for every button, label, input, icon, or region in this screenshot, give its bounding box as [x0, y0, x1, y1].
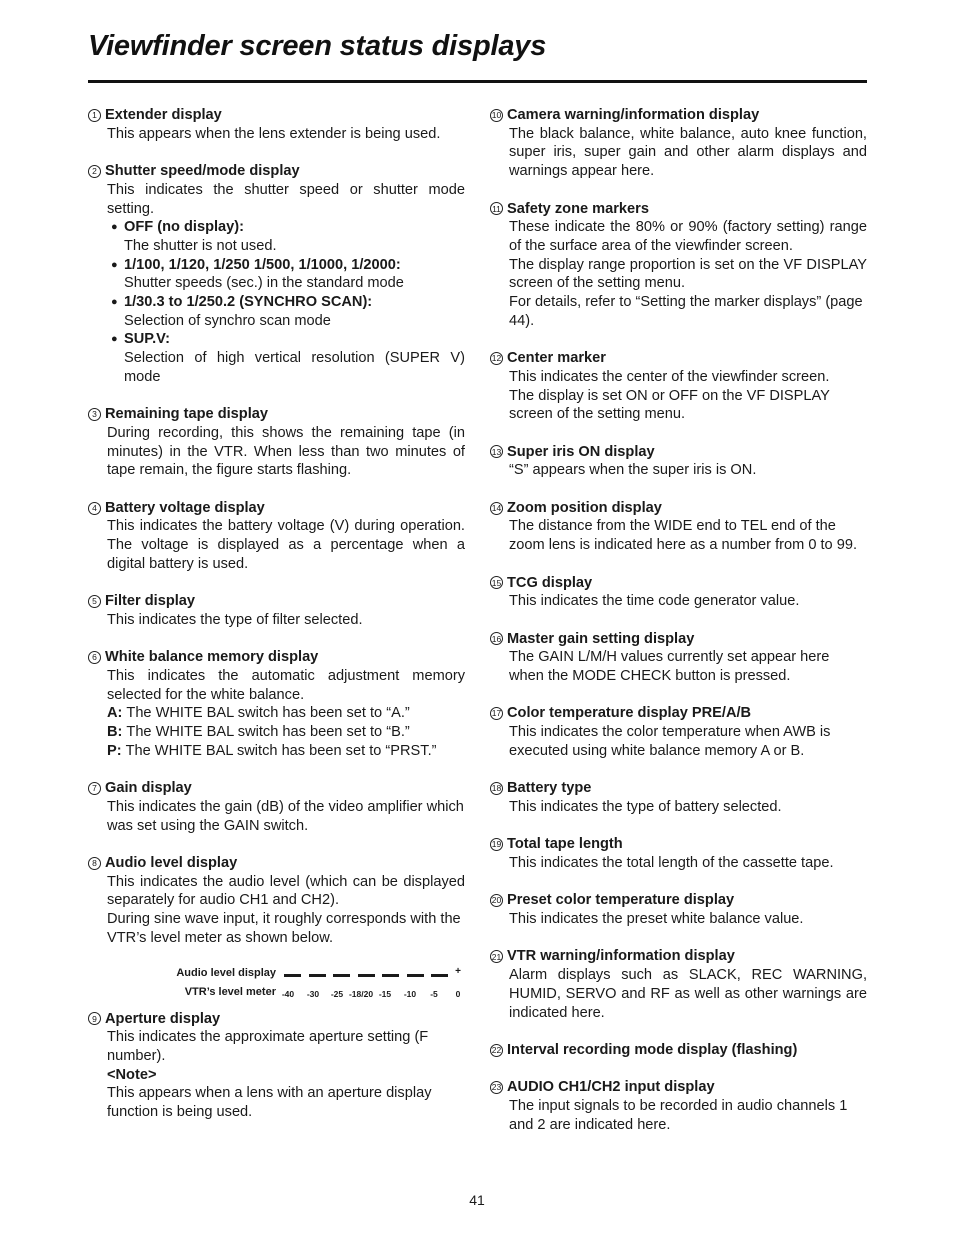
section-title: Preset color temperature display — [507, 892, 735, 909]
meter-segment — [309, 974, 326, 977]
meter-segment — [431, 974, 448, 977]
wb-text: The WHITE BAL switch has been set to “PRST.” — [125, 742, 437, 759]
section-shutter-speed — [88, 162, 465, 386]
section-heading — [490, 1078, 867, 1097]
section-title: Filter display — [105, 593, 196, 610]
section-vtr-warning — [490, 947, 867, 1022]
section-white-balance-memory — [88, 648, 465, 760]
section-audio-input — [490, 1078, 867, 1134]
bullet-label: 1/30.3 to 1/250.2 (SYNCHRO SCAN): — [124, 294, 373, 311]
wb-key: A: — [107, 705, 123, 722]
section-heading — [490, 443, 867, 462]
meter-segment — [407, 974, 424, 977]
section-title: Interval recording mode display (flashing) — [507, 1041, 798, 1058]
section-body: Alarm displays such as SLACK, REC WARNING, HUMID, SERVO and RF as well as other warnings are indicated here. — [509, 967, 867, 1021]
left-column — [88, 106, 465, 1140]
meter-segment — [284, 974, 301, 977]
circled-number: 8 — [88, 857, 101, 870]
section-title: TCG display — [507, 574, 593, 591]
section-body: This indicates the color temperature when AWB is executed using white balance memory A or B. — [509, 724, 831, 759]
bullet-item — [111, 293, 465, 312]
meter-tick-label: -25 — [330, 988, 344, 999]
section-total-tape-length — [490, 835, 867, 872]
section-heading — [490, 349, 867, 368]
section-heading — [88, 592, 465, 611]
section-heading — [88, 779, 465, 798]
circled-number: 17 — [491, 708, 502, 719]
meter-label-vtr: VTR’s level meter — [184, 985, 276, 998]
note-text: This appears when a lens with an aperture display function is being used. — [107, 1085, 432, 1121]
section-heading — [88, 405, 465, 424]
section-heading — [88, 106, 465, 125]
circled-number: 9 — [88, 1012, 101, 1025]
meter-tick-label: -15 — [378, 988, 392, 999]
section-heading — [490, 704, 867, 723]
section-title: Master gain setting display — [507, 630, 695, 647]
wb-text: The WHITE BAL switch has been set to “A.” — [126, 705, 410, 722]
meter-segment — [358, 974, 375, 977]
section-title: Battery type — [507, 780, 592, 797]
section-preset-color-temperature — [490, 891, 867, 928]
circled-number: 21 — [491, 951, 502, 962]
section-zoom-position — [490, 499, 867, 555]
bullet-desc: Shutter speeds (sec.) in the standard mode — [124, 275, 404, 292]
section-body: “S” appears when the super iris is ON. — [509, 462, 757, 479]
section-body: The black balance, white balance, auto knee function, super iris, super gain and other alarm displays and warnings appear here. — [509, 125, 867, 180]
section-battery-type — [490, 779, 867, 816]
title-rule — [88, 80, 867, 83]
circled-number: 5 — [88, 595, 101, 608]
wb-key: P: — [107, 742, 122, 759]
section-aperture-display — [88, 1010, 465, 1122]
section-heading — [490, 1041, 867, 1060]
section-interval-recording — [490, 1041, 867, 1060]
section-title: Battery voltage display — [105, 499, 265, 516]
section-title: Shutter speed/mode display — [105, 163, 300, 180]
section-heading — [88, 1010, 465, 1029]
section-title: Zoom position display — [507, 499, 662, 516]
circled-number: 3 — [88, 408, 101, 421]
circled-number: 20 — [491, 895, 502, 906]
section-super-iris — [490, 443, 867, 480]
circled-number: 14 — [491, 502, 502, 513]
circled-number: 23 — [491, 1082, 502, 1093]
circled-number: 16 — [491, 633, 502, 644]
circled-number: 19 — [491, 839, 502, 850]
page-number: 41 — [469, 1192, 485, 1208]
section-body: This indicates the shutter speed or shutter mode setting. — [107, 181, 465, 217]
section-title: White balance memory display — [105, 649, 319, 666]
page-title: Viewfinder screen status displays — [88, 30, 547, 62]
section-body: These indicate the 80% or 90% (factory setting) range of the surface area of the viewfinder screen. — [509, 219, 867, 254]
section-body: This indicates the battery voltage (V) during operation. The voltage is displayed as a percentage when a digital battery is used. — [107, 518, 465, 572]
section-heading — [490, 499, 867, 518]
section-camera-warning — [490, 106, 867, 181]
bullet-desc: Selection of high vertical resolution (SUPER V) mode — [124, 350, 465, 385]
section-body: This indicates the audio level (which can be displayed separately for audio CH1 and CH2). — [107, 873, 465, 909]
wb-item — [88, 704, 465, 723]
meter-tick-label: -40 — [281, 988, 295, 999]
meter-label-audio: Audio level display — [176, 966, 276, 979]
circled-number: 18 — [491, 783, 502, 794]
right-column — [490, 106, 867, 1153]
wb-key: B: — [107, 724, 123, 741]
section-heading — [88, 648, 465, 667]
section-title: AUDIO CH1/CH2 input display — [507, 1079, 715, 1096]
section-color-temperature — [490, 704, 867, 760]
bullet-icon: ● — [111, 221, 118, 234]
section-safety-zone — [490, 200, 867, 331]
section-heading — [490, 630, 867, 649]
section-title: Aperture display — [105, 1010, 221, 1027]
section-body-2: During sine wave input, it roughly corresponds with the VTR’s level meter as shown below. — [107, 911, 461, 946]
bullet-item — [111, 256, 465, 275]
section-heading — [490, 574, 867, 593]
circled-number: 10 — [491, 110, 502, 121]
meter-tick-label: -5 — [430, 988, 438, 999]
circled-number: 6 — [88, 651, 101, 664]
wb-item — [88, 742, 465, 761]
bullet-icon: ● — [111, 333, 118, 346]
circled-number: 7 — [88, 782, 101, 795]
meter-tick-label: -18/20 — [348, 988, 374, 999]
section-body: The GAIN L/M/H values currently set appear here when the MODE CHECK button is pressed. — [509, 649, 830, 684]
section-title: Super iris ON display — [507, 443, 655, 460]
bullet-list — [88, 218, 465, 386]
section-heading — [490, 835, 867, 854]
circled-number: 11 — [490, 202, 503, 215]
section-body-2: The display is set ON or OFF on the VF DISPLAY screen of the setting menu. — [509, 387, 830, 423]
section-heading — [490, 779, 867, 798]
bullet-label: SUP.V: — [124, 331, 170, 348]
meter-segment — [333, 974, 350, 977]
bullet-icon: ● — [111, 258, 118, 271]
note-label: <Note> — [107, 1066, 157, 1083]
section-body: The distance from the WIDE end to TEL end of the zoom lens is indicated here as a number from 0 to 99. — [509, 518, 857, 554]
section-audio-level — [88, 854, 465, 1004]
section-heading — [490, 106, 867, 125]
section-extender-display — [88, 106, 465, 143]
section-body: This indicates the time code generator value. — [509, 593, 800, 610]
circled-number: 1 — [88, 109, 101, 122]
section-title: VTR warning/information display — [507, 948, 735, 965]
section-body: This indicates the preset white balance value. — [509, 911, 804, 928]
section-title: Color temperature display PRE/A/B — [507, 705, 752, 722]
section-heading — [88, 499, 465, 518]
section-body: This appears when the lens extender is being used. — [107, 125, 441, 142]
bullet-icon: ● — [111, 296, 118, 309]
section-body: This indicates the approximate aperture setting (F number). — [107, 1029, 429, 1064]
section-gain-display — [88, 779, 465, 835]
section-remaining-tape — [88, 405, 465, 480]
bullet-label: 1/100, 1/120, 1/250 1/500, 1/1000, 1/2000: — [124, 256, 401, 273]
section-body: This indicates the center of the viewfinder screen. — [509, 368, 830, 385]
section-body: This indicates the automatic adjustment memory selected for the white balance. — [107, 668, 465, 703]
section-body: During recording, this shows the remaining tape (in minutes) in the VTR. When less than two minutes of tape remain, the figure starts flashing. — [107, 424, 465, 479]
section-heading — [88, 162, 465, 181]
circled-number: 12 — [491, 353, 502, 364]
meter-segment — [382, 974, 399, 977]
section-center-marker — [490, 349, 867, 424]
meter-tick-label: 0 — [455, 988, 461, 999]
circled-number: 13 — [491, 446, 502, 457]
section-battery-voltage — [88, 499, 465, 574]
section-tcg-display — [490, 574, 867, 611]
section-title: Extender display — [105, 107, 222, 123]
bullet-label: OFF (no display): — [124, 219, 244, 236]
section-body: This indicates the total length of the cassette tape. — [509, 854, 834, 871]
wb-text: The WHITE BAL switch has been set to “B.” — [126, 724, 410, 741]
section-body: This indicates the type of filter selected. — [107, 611, 363, 628]
circled-number: 4 — [88, 502, 101, 515]
section-heading — [490, 947, 867, 966]
meter-plus-label: + — [455, 965, 461, 977]
section-heading — [490, 200, 867, 219]
section-heading — [88, 854, 465, 873]
section-body-2: The display range proportion is set on the VF DISPLAY screen of the setting menu. — [509, 256, 867, 292]
section-master-gain — [490, 630, 867, 686]
wb-item — [88, 723, 465, 742]
section-body: This indicates the gain (dB) of the video amplifier which was set using the GAIN switch. — [107, 798, 464, 834]
meter-tick-label: -30 — [306, 988, 320, 999]
section-title: Center marker — [507, 350, 606, 367]
section-body: The input signals to be recorded in audio channels 1 and 2 are indicated here. — [509, 1098, 848, 1133]
bullet-desc: The shutter is not used. — [124, 237, 277, 254]
audio-level-meter — [88, 954, 465, 1004]
section-title: Safety zone markers — [507, 200, 649, 217]
meter-tick-label: -10 — [403, 988, 417, 999]
bullet-desc: Selection of synchro scan mode — [124, 312, 331, 329]
section-title: Audio level display — [105, 855, 238, 872]
section-filter-display — [88, 592, 465, 629]
bullet-item — [111, 330, 465, 349]
section-title: Gain display — [105, 780, 192, 797]
section-title: Total tape length — [507, 836, 623, 853]
section-title: Camera warning/information display — [507, 107, 760, 123]
section-title: Remaining tape display — [105, 406, 269, 423]
bullet-item — [111, 218, 465, 237]
circled-number: 15 — [491, 577, 502, 588]
section-body-3: For details, refer to “Setting the marker displays” (page 44). — [509, 294, 863, 329]
circled-number: 22 — [491, 1045, 502, 1056]
circled-number: 2 — [88, 165, 101, 178]
section-body: This indicates the type of battery selected. — [509, 798, 782, 815]
section-heading — [490, 891, 867, 910]
